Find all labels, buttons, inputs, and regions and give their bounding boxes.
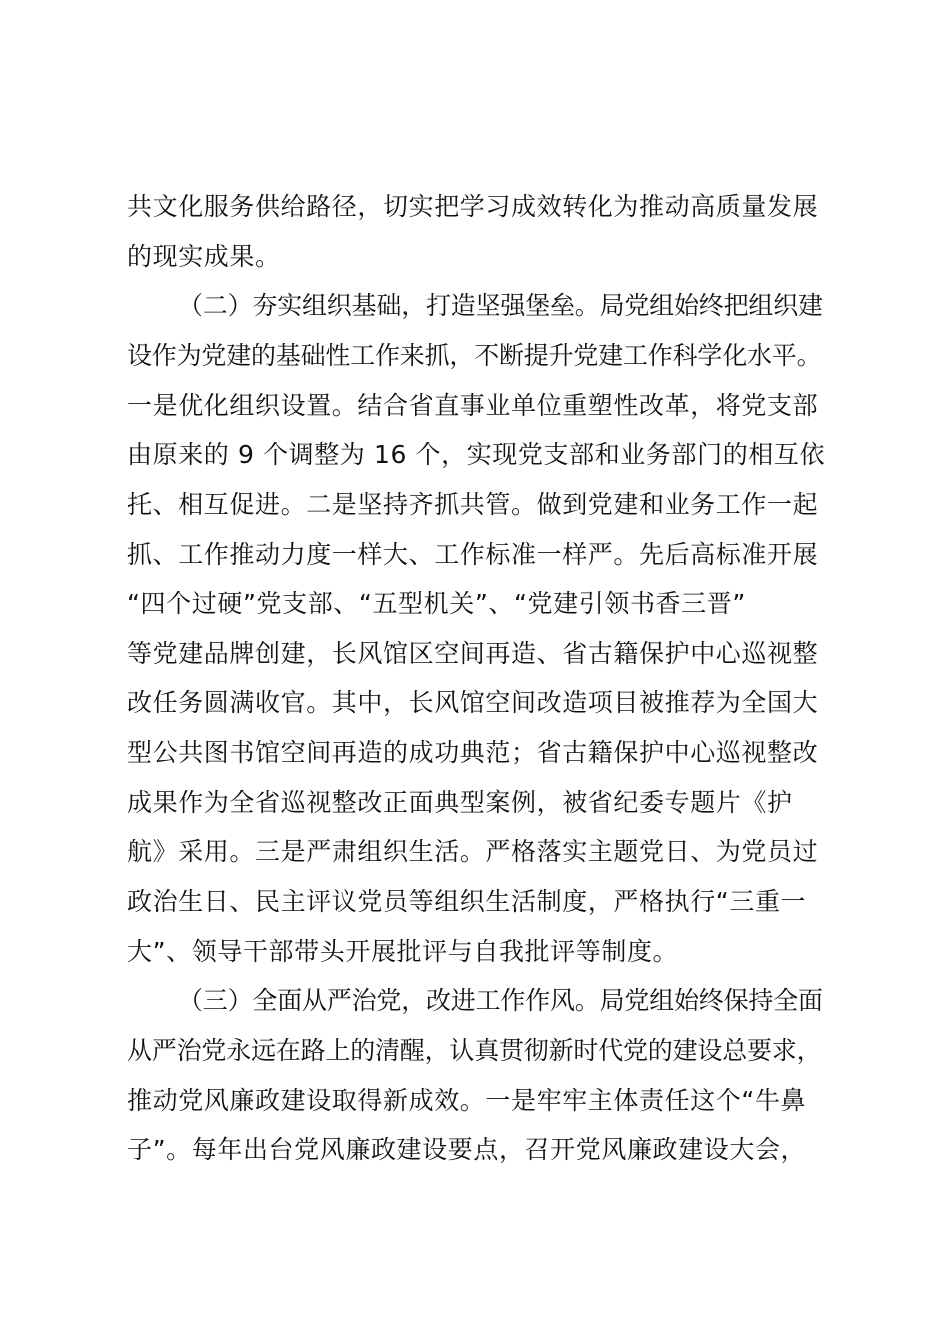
text-line: 推动党风廉政建设取得新成效。一是牢牢主体责任这个“牛鼻 (127, 1086, 807, 1115)
section-heading-line: （三）全面从严治党，改进工作作风。局党组始终保持全面 (178, 986, 823, 1015)
text-line: 等党建品牌创建，长风馆区空间再造、省古籍保护中心巡视整 (127, 639, 819, 668)
text-line: 成果作为全省巡视整改正面典型案例，被省纪委专题片《护 (127, 788, 793, 817)
text-line: 一是优化组织设置。结合省直事业单位重塑性改革，将党支部 (127, 391, 819, 420)
text-line: 从严治党永远在路上的清醒，认真贯彻新时代党的建设总要求， (127, 1036, 822, 1065)
text-line: 托、相互促进。二是坚持齐抓共管。做到党建和业务工作一起 (127, 490, 819, 519)
text-line: 共文化服务供给路径，切实把学习成效转化为推动高质量发展 (127, 192, 819, 221)
text-line: 的现实成果。 (127, 242, 281, 271)
text-line: 型公共图书馆空间再造的成功典范；省古籍保护中心巡视整改 (127, 738, 819, 767)
text-line: 由原来的 9 个调整为 16 个，实现党支部和业务部门的相互依 (127, 440, 826, 469)
text-line: 大”、领导干部带头开展批评与自我批评等制度。 (127, 937, 679, 966)
text-line: 设作为党建的基础性工作来抓，不断提升党建工作科学化水平。 (127, 341, 822, 370)
text-line: 抓、工作推动力度一样大、工作标准一样严。先后高标准开展 (127, 540, 819, 569)
section-heading-line: （二）夯实组织基础，打造坚强堡垒。局党组始终把组织建 (178, 291, 823, 320)
text-line: 航》采用。三是严肃组织生活。严格落实主题党日、为党员过 (127, 837, 819, 866)
text-line: 子”。每年出台党风廉政建设要点，召开党风廉政建设大会， (127, 1135, 807, 1164)
text-line: “四个过硬”党支部、“五型机关”、“党建引领书香三晋” (127, 589, 746, 618)
text-line: 改任务圆满收官。其中，长风馆空间改造项目被推荐为全国大 (127, 688, 819, 717)
text-line: 政治生日、民主评议党员等组织生活制度，严格执行“三重一 (127, 887, 807, 916)
